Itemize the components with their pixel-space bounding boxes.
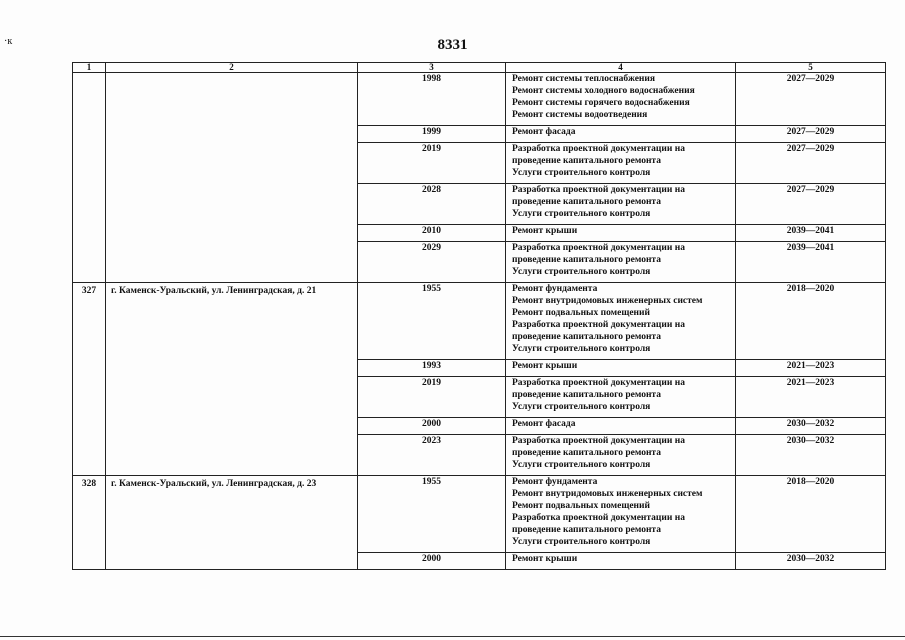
planned-period: 2030—2032 — [736, 553, 886, 570]
commissioning-year: 1993 — [358, 360, 506, 377]
work-item: Разработка проектной документации на — [512, 436, 685, 446]
bottom-scan-edge — [0, 636, 905, 637]
work-types — [506, 283, 736, 360]
work-types — [506, 126, 736, 143]
work-item: Разработка проектной документации на — [512, 378, 685, 388]
work-item: Разработка проектной документации на — [512, 243, 685, 253]
planned-period: 2039—2041 — [736, 242, 886, 283]
commissioning-year: 1999 — [358, 126, 506, 143]
table-body — [73, 73, 886, 570]
house-number — [73, 73, 106, 283]
planned-period: 2027—2029 — [736, 126, 886, 143]
planned-period: 2027—2029 — [736, 184, 886, 225]
work-item: Ремонт крыши — [512, 361, 578, 371]
house-address — [106, 73, 358, 283]
header-col-5: 5 — [736, 63, 886, 73]
work-item: проведение капитального ремонта — [512, 332, 661, 342]
work-item: Ремонт системы холодного водоснабжения — [512, 86, 695, 96]
planned-period: 2018—2020 — [736, 283, 886, 360]
work-types — [506, 377, 736, 418]
work-item: Ремонт крыши — [512, 226, 578, 236]
work-item: Услуги строительного контроля — [512, 209, 651, 219]
page-number: 8331 — [437, 37, 468, 53]
work-types — [506, 360, 736, 377]
planned-period: 2027—2029 — [736, 143, 886, 184]
work-types — [506, 435, 736, 476]
work-item: проведение капитального ремонта — [512, 525, 661, 535]
work-types — [506, 143, 736, 184]
commissioning-year: 2029 — [358, 242, 506, 283]
work-item: Ремонт фундамента — [512, 284, 598, 294]
work-item: Услуги строительного контроля — [512, 460, 651, 470]
commissioning-year: 1955 — [358, 283, 506, 360]
work-item: Ремонт внутридомовых инженерных систем — [512, 489, 703, 499]
work-item: Разработка проектной документации на — [512, 185, 685, 195]
work-item: проведение капитального ремонта — [512, 448, 661, 458]
work-types — [506, 242, 736, 283]
work-item: Ремонт фундамента — [512, 477, 598, 487]
work-item: проведение капитального ремонта — [512, 390, 661, 400]
header-row — [73, 63, 886, 73]
work-types — [506, 184, 736, 225]
planned-period: 2018—2020 — [736, 476, 886, 553]
work-item: Ремонт системы горячего водоснабжения — [512, 98, 690, 108]
commissioning-year: 1998 — [358, 73, 506, 126]
work-item: Ремонт фасада — [512, 127, 576, 137]
work-item: Ремонт внутридомовых инженерных систем — [512, 296, 703, 306]
commissioning-year: 1955 — [358, 476, 506, 553]
work-item: Разработка проектной документации на — [512, 320, 685, 330]
work-item: Услуги строительного контроля — [512, 267, 651, 277]
planned-period: 2030—2032 — [736, 418, 886, 435]
house-address: г. Каменск-Уральский, ул. Ленинградская, д. 23 — [106, 476, 358, 570]
work-types — [506, 553, 736, 570]
work-item: Разработка проектной документации на — [512, 513, 685, 523]
work-item: Услуги строительного контроля — [512, 168, 651, 178]
planned-period: 2021—2023 — [736, 377, 886, 418]
work-types — [506, 476, 736, 553]
work-types — [506, 418, 736, 435]
repair-schedule-table — [72, 62, 886, 570]
header-col-3: 3 — [358, 63, 506, 73]
work-item: Ремонт системы водоотведения — [512, 110, 648, 120]
planned-period: 2027—2029 — [736, 73, 886, 126]
table-row — [73, 283, 886, 360]
commissioning-year: 2028 — [358, 184, 506, 225]
corner-mark: ·к — [4, 36, 13, 47]
header-col-4: 4 — [506, 63, 736, 73]
work-item: Ремонт фасада — [512, 419, 576, 429]
work-item: проведение капитального ремонта — [512, 197, 661, 207]
commissioning-year: 2000 — [358, 553, 506, 570]
work-item: Разработка проектной документации на — [512, 144, 685, 154]
commissioning-year: 2000 — [358, 418, 506, 435]
commissioning-year: 2019 — [358, 143, 506, 184]
work-item: проведение капитального ремонта — [512, 156, 661, 166]
work-types — [506, 73, 736, 126]
work-item: Услуги строительного контроля — [512, 537, 651, 547]
house-number: 327 — [73, 283, 106, 476]
work-item: Ремонт подвальных помещений — [512, 308, 650, 318]
house-address: г. Каменск-Уральский, ул. Ленинградская, д. 21 — [106, 283, 358, 476]
commissioning-year: 2019 — [358, 377, 506, 418]
work-item: Ремонт подвальных помещений — [512, 501, 650, 511]
planned-period: 2030—2032 — [736, 435, 886, 476]
work-item: Ремонт системы теплоснабжения — [512, 74, 656, 84]
commissioning-year: 2023 — [358, 435, 506, 476]
work-item: Услуги строительного контроля — [512, 402, 651, 412]
planned-period: 2039—2041 — [736, 225, 886, 242]
work-item: Услуги строительного контроля — [512, 344, 651, 354]
work-item: проведение капитального ремонта — [512, 255, 661, 265]
table-row — [73, 73, 886, 126]
commissioning-year: 2010 — [358, 225, 506, 242]
header-col-1: 1 — [73, 63, 106, 73]
planned-period: 2021—2023 — [736, 360, 886, 377]
house-number: 328 — [73, 476, 106, 570]
work-item: Ремонт крыши — [512, 554, 578, 564]
work-types — [506, 225, 736, 242]
table-row — [73, 476, 886, 553]
header-col-2: 2 — [106, 63, 358, 73]
